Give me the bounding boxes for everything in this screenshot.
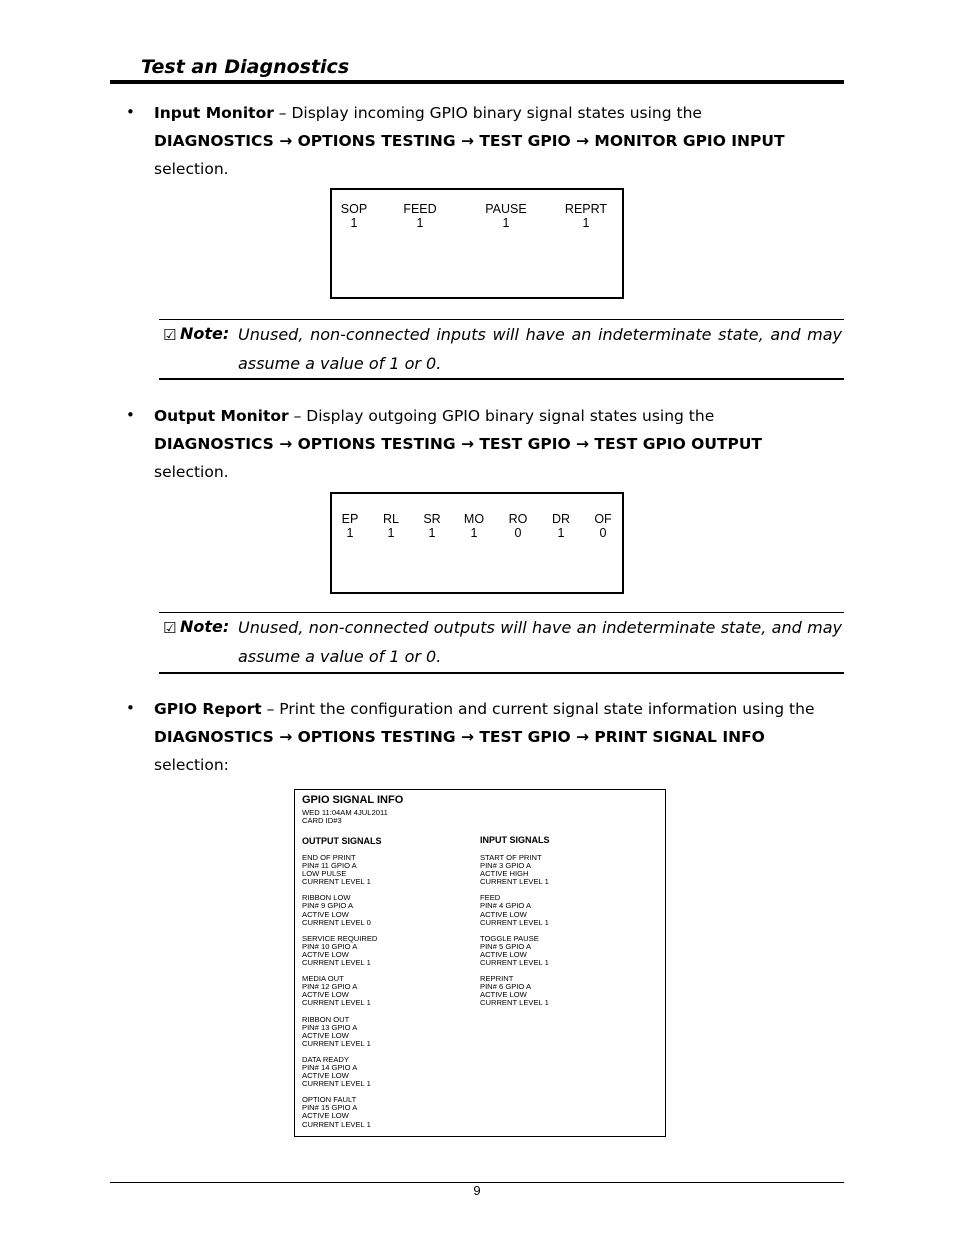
gpio-report-desc: – Print the configuration and current signal state information using the (261, 700, 815, 718)
input-signal-line: CURRENT LEVEL 1 (480, 917, 549, 927)
input-monitor-desc: – Display incoming GPIO binary signal states using the (273, 104, 702, 122)
output-signal-line: RIBBON OUT (302, 1014, 350, 1024)
gpio-report-paragraph (154, 695, 844, 779)
signal-value: 1 (387, 526, 395, 540)
output-monitor-term: Output Monitor (154, 407, 289, 425)
input-signal-line: ACTIVE HIGH (480, 869, 529, 879)
output-signal-line: PIN# 10 GPIO A (302, 941, 358, 951)
bullet-output: • (126, 406, 135, 424)
output-monitor-desc: – Display outgoing GPIO binary signal states using the (288, 407, 715, 425)
input-signal-line: PIN# 4 GPIO A (480, 901, 532, 911)
output-note (159, 612, 844, 674)
note-label: Note: (180, 617, 230, 636)
signal-feed (390, 202, 450, 230)
input-monitor-path: DIAGNOSTICS → OPTIONS TESTING → TEST GPIO → MONITOR GPIO INPUT (154, 132, 785, 150)
input-monitor-tail: selection. (154, 160, 229, 178)
input-signal-line: ACTIVE LOW (480, 909, 527, 919)
printout-date: WED 11:04AM 4JUL2011 (302, 808, 388, 817)
input-signals-heading: INPUT SIGNALS (480, 835, 550, 845)
signal-name: REPRT (564, 202, 608, 216)
output-signal-entry (302, 1016, 472, 1048)
signal-value: 1 (350, 216, 358, 230)
output-signal-line: CURRENT LEVEL 1 (302, 958, 371, 968)
signal-name: OF (594, 512, 612, 526)
signal-value: 0 (599, 526, 607, 540)
output-signal-entry (302, 894, 472, 926)
output-signal-line: ACTIVE LOW (302, 990, 349, 1000)
signal-of (573, 512, 633, 540)
gpio-report-tail: selection: (154, 756, 229, 774)
output-signal-line: ACTIVE LOW (302, 1071, 349, 1081)
output-signal-line: ACTIVE LOW (302, 909, 349, 919)
input-signal-line: PIN# 3 GPIO A (480, 861, 532, 871)
output-signals-column (302, 854, 472, 1137)
output-signal-line: ACTIVE LOW (302, 1030, 349, 1040)
output-signal-line: CURRENT LEVEL 1 (302, 1038, 371, 1048)
signal-name: PAUSE (485, 202, 527, 216)
input-signal-line: CURRENT LEVEL 1 (480, 958, 549, 968)
input-signal-line: ACTIVE LOW (480, 990, 527, 1000)
bullet-report: • (126, 699, 135, 717)
output-signal-line: ACTIVE LOW (302, 1111, 349, 1121)
output-signal-entry (302, 1096, 472, 1128)
output-signal-line: PIN# 13 GPIO A (302, 1022, 358, 1032)
input-signal-line: PIN# 6 GPIO A (480, 982, 532, 992)
output-signal-line: PIN# 11 GPIO A (302, 861, 357, 871)
output-monitor-path: DIAGNOSTICS → OPTIONS TESTING → TEST GPIO → TEST GPIO OUTPUT (154, 435, 763, 453)
bullet-input: • (126, 103, 135, 121)
signal-value: 1 (557, 526, 565, 540)
output-signal-line: DATA READY (302, 1054, 349, 1064)
signal-name: SOP (340, 202, 368, 216)
output-signal-display (330, 492, 624, 594)
signal-sop (324, 202, 384, 230)
input-signal-display (330, 188, 624, 299)
signal-name: MO (463, 512, 485, 526)
signal-reprt (556, 202, 616, 230)
signal-pause (476, 202, 536, 230)
input-signal-entry (480, 854, 650, 886)
output-monitor-paragraph (154, 402, 844, 486)
output-signal-line: PIN# 12 GPIO A (302, 982, 358, 992)
signal-name: RO (508, 512, 528, 526)
note-text: Unused, non-connected outputs will have an indeterminate state, and may assume a value of 1 or 0. (238, 618, 842, 666)
signal-value: 1 (582, 216, 590, 230)
output-signal-line: ACTIVE LOW (302, 949, 349, 959)
input-signal-line: REPRINT (480, 974, 514, 984)
signal-value: 1 (346, 526, 354, 540)
signal-value: 1 (470, 526, 478, 540)
note-label: Note: (180, 324, 230, 343)
signal-name: EP (341, 512, 359, 526)
page-number: 9 (473, 1183, 481, 1198)
signal-value: 0 (514, 526, 522, 540)
output-signal-line: LOW PULSE (302, 869, 347, 879)
signal-name: SR (423, 512, 441, 526)
signal-name: RL (383, 512, 399, 526)
input-monitor-term: Input Monitor (154, 104, 274, 122)
header-rule (110, 80, 844, 84)
input-signals-column (480, 854, 650, 1016)
signal-value: 1 (416, 216, 424, 230)
output-signal-line: PIN# 9 GPIO A (302, 901, 354, 911)
input-signal-entry (480, 935, 650, 967)
printout-card-id: CARD ID#3 (302, 816, 342, 825)
output-signal-entry (302, 854, 472, 886)
input-note (159, 319, 844, 380)
output-signals-heading: OUTPUT SIGNALS (302, 836, 382, 846)
output-signal-line: PIN# 14 GPIO A (302, 1062, 358, 1072)
note-text: Unused, non-connected inputs will have an indeterminate state, and may assume a value of 1 or 0. (238, 325, 842, 373)
input-signal-line: CURRENT LEVEL 1 (480, 998, 549, 1008)
gpio-report-term: GPIO Report (154, 700, 262, 718)
output-signal-entry (302, 1056, 472, 1088)
input-signal-line: START OF PRINT (480, 853, 542, 862)
page-header-title: Test an Diagnostics (141, 56, 350, 78)
input-monitor-paragraph (154, 99, 844, 183)
input-signal-line: PIN# 5 GPIO A (480, 941, 532, 951)
output-signal-line: MEDIA OUT (302, 974, 344, 984)
output-signal-line: SERVICE REQUIRED (302, 933, 378, 943)
gpio-signal-info-printout (294, 789, 666, 1137)
input-signal-entry (480, 975, 650, 1007)
printout-title: GPIO SIGNAL INFO (302, 794, 404, 806)
output-signal-line: CURRENT LEVEL 1 (302, 877, 371, 887)
output-signal-line: CURRENT LEVEL 1 (302, 1079, 371, 1089)
output-signal-entry (302, 975, 472, 1007)
gpio-report-path: DIAGNOSTICS → OPTIONS TESTING → TEST GPIO → PRINT SIGNAL INFO (154, 728, 765, 746)
input-signal-line: TOGGLE PAUSE (480, 933, 539, 943)
output-signal-line: PIN# 15 GPIO A (302, 1103, 358, 1113)
signal-name: DR (551, 512, 571, 526)
signal-name: FEED (403, 202, 437, 216)
input-signal-line: CURRENT LEVEL 1 (480, 877, 549, 887)
output-signal-line: OPTION FAULT (302, 1095, 357, 1105)
output-signal-line: CURRENT LEVEL 0 (302, 917, 371, 927)
output-signal-line: CURRENT LEVEL 1 (302, 1119, 371, 1129)
output-signal-line: CURRENT LEVEL 1 (302, 998, 371, 1008)
signal-value: 1 (502, 216, 510, 230)
input-signal-line: FEED (480, 893, 501, 903)
signal-value: 1 (428, 526, 436, 540)
output-signal-line: RIBBON LOW (302, 893, 351, 903)
checkbox-icon: ☑ (163, 619, 177, 637)
output-monitor-tail: selection. (154, 463, 229, 481)
input-signal-line: ACTIVE LOW (480, 949, 527, 959)
output-signal-entry (302, 935, 472, 967)
output-signal-line: END OF PRINT (302, 853, 356, 862)
checkbox-icon: ☑ (163, 326, 177, 344)
input-signal-entry (480, 894, 650, 926)
